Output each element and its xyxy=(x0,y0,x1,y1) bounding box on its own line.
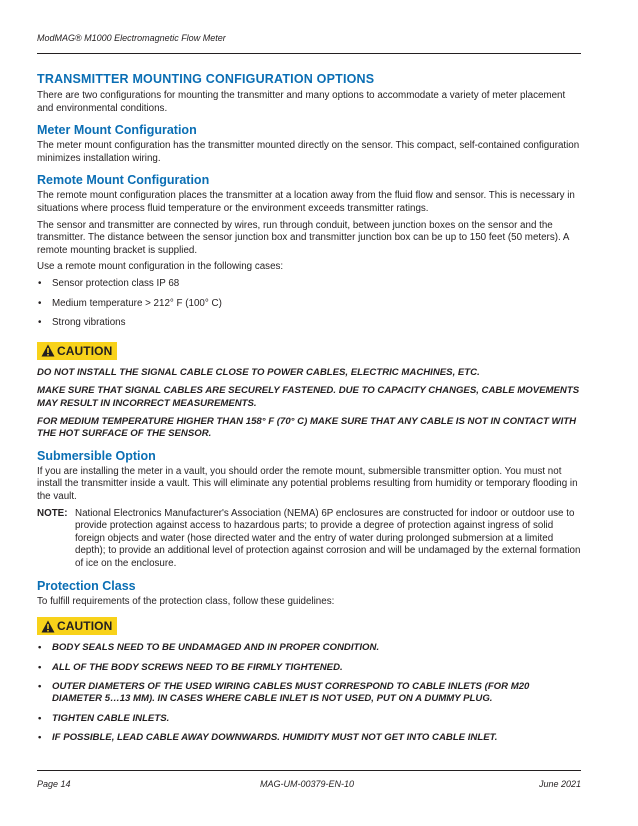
section-intro: There are two configurations for mounting the transmitter and many options to accommodate a variety of meter placement and environmental conditions. xyxy=(37,90,566,114)
publication-date: June 2021 xyxy=(538,779,581,789)
list-item: • Strong vibrations xyxy=(37,317,581,330)
page-number: Page 14 xyxy=(37,779,71,789)
note-label: NOTE: xyxy=(37,507,68,519)
meter-mount-heading: Meter Mount Configuration xyxy=(37,123,197,138)
list-item: • OUTER DIAMETERS OF THE USED WIRING CABLES MUST CORRESPOND TO CABLE INLETS (FOR M20 DIAMETER 5…13 MM). IN CASES WHERE CABLE INLET IS NOT USED, PUT ON A DUMMY PLUG. xyxy=(37,681,581,706)
note-text: National Electronics Manufacturer's Association (NEMA) 6P enclosures are constructed for indoor or outdoor use to provide protection against access to hazardous parts; to provide a degree of protection against ingress of solid foreign objects and water (hose directed water and the entry of water during prolonged submersion at a limited depth); to provide an additional level of protection against corrosion and will be undamaged by the external formation of ice on the enclosure. xyxy=(75,507,581,569)
protection-body: To fulfill requirements of the protection class, follow these guidelines: xyxy=(37,595,335,607)
remote-mount-cases-list xyxy=(37,278,581,330)
note-block xyxy=(37,508,581,571)
caution-text: MAKE SURE THAT SIGNAL CABLES ARE SECURELY FASTENED. DUE TO CAPACITY CHANGES, CABLE MOVEMENTS MAY RESULT IN INCORRECT MEASUREMENTS. xyxy=(37,385,580,409)
caution-label: CAUTION xyxy=(57,343,113,358)
list-item: • Sensor protection class IP 68 xyxy=(37,278,581,291)
submersible-body: If you are installing the meter in a vault, you should order the remote mount, submersible transmitter option. You must not install the transmitter inside a vault. This will eliminate any potential problems resulting from humidity or temporary flooding in the vault. xyxy=(37,465,578,502)
footer-rule xyxy=(37,770,581,771)
protection-heading: Protection Class xyxy=(37,578,136,593)
document-id: MAG-UM-00379-EN-10 xyxy=(260,779,355,789)
list-item: • IF POSSIBLE, LEAD CABLE AWAY DOWNWARDS. HUMIDITY MUST NOT GET INTO CABLE INLET. xyxy=(37,732,581,744)
remote-mount-para-3: Use a remote mount configuration in the following cases: xyxy=(37,261,284,273)
page-content xyxy=(37,72,581,752)
list-item: • Medium temperature > 212° F (100° C) xyxy=(37,298,581,311)
warning-triangle-icon xyxy=(41,344,55,357)
list-item: • BODY SEALS NEED TO BE UNDAMAGED AND IN PROPER CONDITION. xyxy=(37,642,581,654)
caution-text: DO NOT INSTALL THE SIGNAL CABLE CLOSE TO POWER CABLES, ELECTRIC MACHINES, ETC. xyxy=(37,366,480,378)
caution-label: CAUTION xyxy=(57,619,113,634)
caution-badge xyxy=(37,342,117,360)
submersible-heading: Submersible Option xyxy=(37,448,156,463)
caution-text: FOR MEDIUM TEMPERATURE HIGHER THAN 158° F (70° C) MAKE SURE THAT ANY CABLE IS NOT IN CONTACT WITH THE HOT SURFACE OF THE SENSOR. xyxy=(37,415,577,440)
remote-mount-para-1: The remote mount configuration places the transmitter at a location away from the fluid flow and sensor. This is necessary in situations where process fluid temperature or the environment exceeds transmitter ratings. xyxy=(37,190,575,214)
protection-caution-list xyxy=(37,642,581,744)
section-title: TRANSMITTER MOUNTING CONFIGURATION OPTIONS xyxy=(37,72,375,86)
meter-mount-body: The meter mount configuration has the transmitter mounted directly on the sensor. This compact, self-contained configuration minimizes installation wiring. xyxy=(37,140,580,164)
list-item: • TIGHTEN CABLE INLETS. xyxy=(37,713,581,725)
list-item: • ALL OF THE BODY SCREWS NEED TO BE FIRMLY TIGHTENED. xyxy=(37,662,581,674)
remote-mount-heading: Remote Mount Configuration xyxy=(37,173,210,188)
caution-badge xyxy=(37,617,117,635)
running-header: ModMAG® M1000 Electromagnetic Flow Meter xyxy=(37,33,226,43)
remote-mount-para-2: The sensor and transmitter are connected by wires, run through conduit, between junction boxes on the sensor and the transmitter. The distance between the sensor junction box and transmitter junction box can be up to 150 feet (50 meters). A remote mounting bracket is supplied. xyxy=(37,219,569,256)
header-rule xyxy=(37,53,581,54)
warning-triangle-icon xyxy=(41,620,55,633)
